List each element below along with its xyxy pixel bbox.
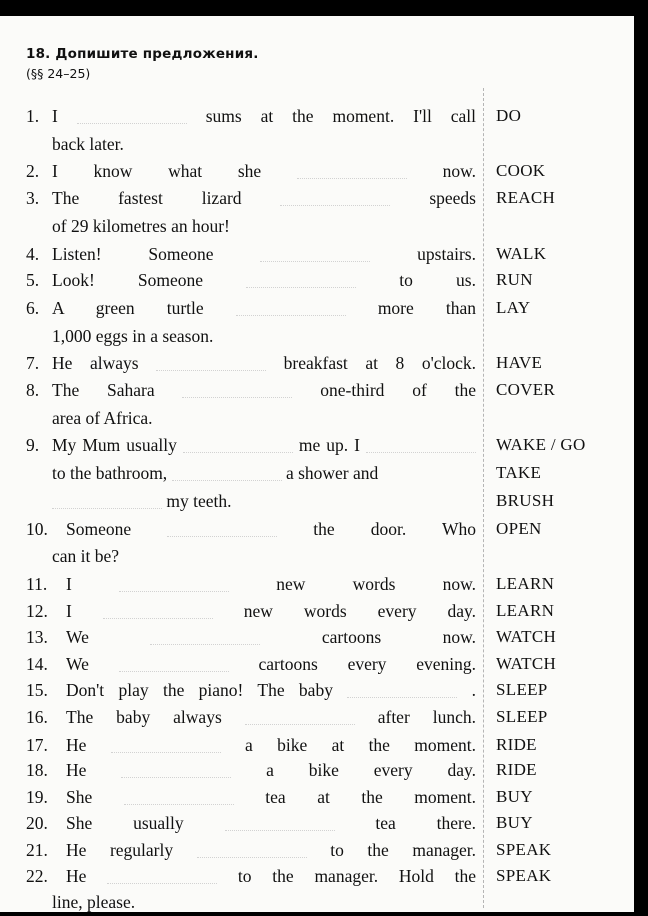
answer-blank bbox=[236, 303, 346, 316]
item-sentence: My Mum usually me up. I bbox=[52, 431, 476, 459]
answer-blank bbox=[246, 275, 356, 288]
item-sentence: We cartoons every evening. bbox=[66, 654, 476, 674]
exercise-item bbox=[26, 676, 482, 704]
verb-hint: BUY bbox=[496, 813, 533, 832]
item-continuation: my teeth. bbox=[52, 487, 482, 515]
verb-hint: RIDE bbox=[496, 735, 537, 754]
paragraph-reference: (§§ 24–25) bbox=[26, 66, 91, 81]
item-sentence: He always breakfast at 8 o'clock. bbox=[52, 353, 476, 373]
exercise-number: 18. bbox=[26, 46, 51, 62]
item-sentence: I sums at the moment. I'll call bbox=[52, 106, 477, 126]
item-sentence: He regularly to the manager. bbox=[66, 840, 476, 860]
exercise-title: Допишите предложения. bbox=[55, 46, 259, 62]
item-number: 10. bbox=[26, 519, 48, 539]
item-number: 11. bbox=[26, 574, 48, 594]
answer-blank bbox=[197, 845, 307, 858]
answer-blank bbox=[172, 468, 282, 481]
exercise-item bbox=[26, 731, 482, 759]
exercise-item bbox=[26, 650, 482, 678]
item-sentence: Someone the door. Who bbox=[66, 519, 476, 539]
exercise-item bbox=[26, 157, 482, 185]
answer-blank bbox=[103, 606, 213, 619]
answer-blank bbox=[182, 385, 292, 398]
verb-hint: SLEEP bbox=[496, 680, 548, 699]
item-continuation: line, please. bbox=[52, 892, 136, 912]
item-sentence: A green turtle more than bbox=[52, 298, 476, 318]
verb-hint: SPEAK bbox=[496, 840, 552, 859]
answer-blank bbox=[107, 871, 217, 884]
item-sentence: Don't play the piano! The baby . bbox=[66, 680, 477, 700]
exercise-item bbox=[26, 703, 482, 731]
item-number: 7. bbox=[26, 353, 40, 373]
item-sentence: The fastest lizard speeds bbox=[52, 188, 476, 208]
verb-hint: WATCH bbox=[496, 627, 557, 646]
answer-blank bbox=[124, 792, 234, 805]
verb-hint: SLEEP bbox=[496, 707, 548, 726]
item-number: 2. bbox=[26, 161, 40, 181]
item-number: 13. bbox=[26, 627, 48, 647]
textbook-page bbox=[0, 16, 634, 912]
verb-hint: COOK bbox=[496, 161, 546, 180]
answer-blank bbox=[119, 579, 229, 592]
item-continuation: back later. bbox=[52, 134, 124, 154]
item-number: 14. bbox=[26, 654, 48, 674]
exercise-item bbox=[26, 862, 482, 890]
item-continuation: of 29 kilometres an hour! bbox=[52, 216, 230, 236]
exercise-items bbox=[0, 16, 634, 912]
item-number: 5. bbox=[26, 270, 40, 290]
answer-blank bbox=[111, 740, 221, 753]
exercise-item bbox=[26, 240, 482, 268]
item-number: 17. bbox=[26, 735, 48, 755]
item-sentence: Listen! Someone upstairs. bbox=[52, 244, 476, 264]
verb-hint: REACH bbox=[496, 188, 556, 207]
item-sentence: The baby always after lunch. bbox=[66, 707, 477, 727]
exercise-item bbox=[26, 184, 482, 212]
item-continuation: area of Africa. bbox=[52, 408, 153, 428]
exercise-item bbox=[26, 431, 482, 459]
exercise-item bbox=[26, 266, 482, 294]
exercise-item bbox=[26, 515, 482, 543]
item-continuation: to the bathroom, a shower and bbox=[52, 463, 379, 483]
exercise-item bbox=[26, 294, 482, 322]
item-number: 8. bbox=[26, 380, 40, 400]
verb-hint: TAKE bbox=[496, 463, 542, 482]
item-sentence: Look! Someone to us. bbox=[52, 270, 476, 290]
answer-blank bbox=[183, 440, 293, 453]
item-number: 12. bbox=[26, 601, 48, 621]
verb-hint: LEARN bbox=[496, 601, 555, 620]
answer-blank bbox=[167, 524, 277, 537]
answer-blank bbox=[347, 685, 457, 698]
item-number: 9. bbox=[26, 435, 40, 455]
item-sentence: I new words now. bbox=[66, 574, 476, 594]
exercise-item bbox=[26, 756, 482, 784]
answer-blank bbox=[121, 765, 231, 778]
answer-blank bbox=[225, 818, 335, 831]
answer-blank bbox=[366, 440, 476, 453]
item-number: 6. bbox=[26, 298, 40, 318]
item-number: 20. bbox=[26, 813, 48, 833]
answer-blank bbox=[280, 193, 390, 206]
item-number: 18. bbox=[26, 760, 48, 780]
item-sentence: We cartoons now. bbox=[66, 627, 476, 647]
item-number: 22. bbox=[26, 866, 48, 886]
verb-hint: HAVE bbox=[496, 353, 543, 372]
exercise-item bbox=[26, 623, 482, 651]
item-sentence: He to the manager. Hold the bbox=[66, 866, 476, 886]
verb-hint: COVER bbox=[496, 380, 556, 399]
item-number: 15. bbox=[26, 680, 48, 700]
item-continuation: can it be? bbox=[52, 546, 120, 566]
answer-blank bbox=[297, 166, 407, 179]
exercise-item bbox=[26, 376, 482, 404]
verb-hint: RIDE bbox=[496, 760, 537, 779]
item-number: 16. bbox=[26, 707, 48, 727]
exercise-item bbox=[26, 783, 482, 811]
verb-hint: WALK bbox=[496, 244, 547, 263]
item-sentence: She tea at the moment. bbox=[66, 787, 477, 807]
verb-hint: DO bbox=[496, 106, 522, 125]
answer-blank bbox=[150, 632, 260, 645]
answer-blank bbox=[119, 659, 229, 672]
answer-blank bbox=[156, 358, 266, 371]
item-number: 19. bbox=[26, 787, 48, 807]
item-number: 21. bbox=[26, 840, 48, 860]
verb-hint: RUN bbox=[496, 270, 533, 289]
item-sentence: She usually tea there. bbox=[66, 813, 476, 833]
answer-blank bbox=[245, 712, 355, 725]
item-sentence: He a bike every day. bbox=[66, 760, 477, 780]
exercise-item bbox=[26, 597, 482, 625]
answer-blank bbox=[52, 496, 162, 509]
exercise-item bbox=[26, 102, 482, 130]
verb-hint: LAY bbox=[496, 298, 531, 317]
verb-hint: LEARN bbox=[496, 574, 555, 593]
exercise-item bbox=[26, 836, 482, 864]
item-number: 1. bbox=[26, 106, 40, 126]
verb-hint: BRUSH bbox=[496, 491, 555, 510]
item-number: 3. bbox=[26, 188, 40, 208]
item-sentence: The Sahara one-third of the bbox=[52, 380, 476, 400]
exercise-item bbox=[26, 809, 482, 837]
item-sentence: He a bike at the moment. bbox=[66, 735, 476, 755]
verb-hint: WATCH bbox=[496, 654, 557, 673]
answer-blank bbox=[77, 111, 187, 124]
verb-hint: WAKE / GO bbox=[496, 435, 586, 454]
item-sentence: I know what she now. bbox=[52, 161, 476, 181]
exercise-item bbox=[26, 349, 482, 377]
exercise-item bbox=[26, 570, 482, 598]
answer-blank bbox=[260, 249, 370, 262]
verb-hint: BUY bbox=[496, 787, 533, 806]
verb-hint: SPEAK bbox=[496, 866, 552, 885]
item-continuation: 1,000 eggs in a season. bbox=[52, 326, 214, 346]
item-sentence: I new words every day. bbox=[66, 601, 476, 621]
verb-hint: OPEN bbox=[496, 519, 542, 538]
item-number: 4. bbox=[26, 244, 40, 264]
